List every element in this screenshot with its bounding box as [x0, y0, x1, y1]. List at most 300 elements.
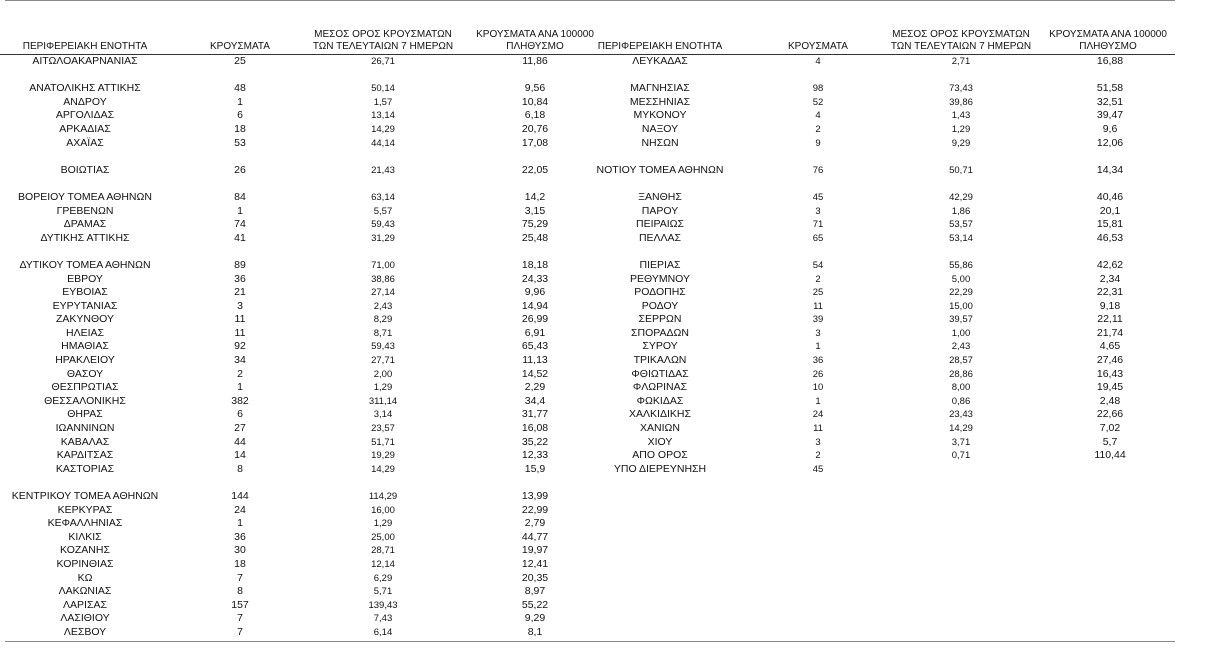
table-row-spacer — [0, 69, 590, 83]
table-row — [0, 191, 590, 205]
cell-7day-avg: 19,29 — [371, 450, 395, 462]
cell-cases: 18 — [234, 557, 246, 570]
cell-per-100k: 12,06 — [1096, 136, 1124, 149]
cell-7day-avg: 139,43 — [368, 599, 398, 611]
cell-cases: 7 — [237, 612, 243, 625]
cell-cases: 71 — [812, 219, 824, 231]
cell-per-100k: 9,6 — [1102, 122, 1118, 135]
cell-region: ΚΑΒΑΛΑΣ — [60, 435, 110, 448]
cell-per-100k: 26,99 — [521, 313, 549, 326]
cell-7day-avg: 2,00 — [373, 368, 393, 380]
cell-region: ΗΜΑΘΙΑΣ — [61, 340, 109, 353]
cell-per-100k: 20,35 — [521, 571, 549, 584]
cell-cases: 92 — [234, 340, 246, 353]
cell-region: ΚΕΝΤΡΙΚΟΥ ΤΟΜΕΑ ΑΘΗΝΩΝ — [11, 490, 159, 502]
cell-per-100k: 9,18 — [1099, 299, 1121, 312]
table-row — [0, 368, 590, 382]
cell-7day-avg: 39,86 — [949, 96, 973, 108]
cell-per-100k: 2,29 — [524, 381, 546, 394]
cell-region: ΥΠΟ ΔΙΕΡΕΥΝΗΣΗ — [613, 462, 707, 475]
table-row — [590, 327, 1175, 341]
cell-7day-avg: 28,71 — [371, 545, 395, 557]
table-row-spacer — [590, 177, 1175, 191]
cell-region: ΑΡΚΑΔΙΑΣ — [59, 122, 111, 135]
cell-7day-avg: 1,86 — [951, 205, 971, 217]
cell-7day-avg: 9,29 — [951, 137, 971, 149]
table-row — [590, 395, 1175, 409]
cell-per-100k: 22,05 — [521, 163, 549, 176]
cell-cases: 76 — [812, 164, 824, 176]
cell-per-100k: 3,15 — [524, 204, 546, 217]
table-row-spacer — [0, 177, 590, 191]
cell-region: ΑΠΟ ΟΡΟΣ — [632, 449, 688, 462]
cell-region: ΣΠΟΡΑΔΩΝ — [631, 326, 689, 339]
table-row-spacer — [590, 245, 1175, 259]
cell-7day-avg: 28,86 — [949, 368, 973, 380]
cell-7day-avg: 3,71 — [951, 436, 971, 448]
cell-region: ΦΛΩΡΙΝΑΣ — [632, 381, 688, 394]
cell-cases: 27 — [234, 422, 246, 435]
cell-cases: 1 — [237, 204, 243, 217]
cell-per-100k: 24,33 — [521, 272, 549, 285]
table-row — [0, 463, 590, 477]
cell-per-100k: 44,77 — [521, 530, 549, 543]
cell-per-100k: 22,99 — [521, 503, 549, 516]
cell-region: ΚΕΦΑΛΛΗΝΙΑΣ — [47, 517, 123, 530]
table-row — [590, 354, 1175, 368]
cell-per-100k: 14,2 — [524, 190, 546, 203]
table-row — [590, 286, 1175, 300]
table-row — [0, 259, 590, 273]
cell-7day-avg: 39,57 — [949, 314, 973, 326]
cell-7day-avg: 31,29 — [371, 232, 395, 244]
cell-per-100k: 19,97 — [521, 544, 549, 557]
cell-per-100k: 9,96 — [524, 286, 546, 299]
cell-cases: 3 — [815, 327, 821, 339]
cell-region: ΚΑΡΔΙΤΣΑΣ — [56, 449, 114, 462]
cell-cases: 1 — [237, 517, 243, 530]
cell-cases: 1 — [815, 341, 821, 353]
header-7day-avg: ΜΕΣΟΣ ΟΡΟΣ ΚΡΟΥΣΜΑΤΩΝ ΤΩΝ ΤΕΛΕΥΤΑΙΩΝ 7 ΗΜΕΡΩΝ — [890, 29, 1032, 52]
table-row — [0, 340, 590, 354]
table-row-spacer — [0, 150, 590, 164]
table-row — [0, 273, 590, 287]
cell-cases: 25 — [812, 287, 824, 299]
cell-cases: 53 — [234, 136, 246, 149]
cell-cases: 4 — [815, 56, 821, 67]
cell-per-100k: 9,56 — [524, 82, 546, 95]
table-row — [0, 82, 590, 96]
table-row — [0, 449, 590, 463]
table-row — [0, 205, 590, 219]
cell-region: ΚΑΣΤΟΡΙΑΣ — [55, 462, 115, 475]
cell-region: ΘΗΡΑΣ — [67, 408, 103, 421]
cell-7day-avg: 53,14 — [949, 232, 973, 244]
cell-region: ΜΥΚΟΝΟΥ — [633, 109, 687, 122]
table-row — [590, 408, 1175, 422]
cell-cases: 41 — [234, 231, 246, 244]
cell-7day-avg: 6,29 — [373, 572, 393, 584]
cell-per-100k: 15,81 — [1096, 218, 1124, 231]
table-header-right — [590, 27, 1175, 55]
cell-7day-avg: 0,86 — [951, 395, 971, 407]
cell-7day-avg: 26,71 — [371, 56, 395, 67]
table-body-left — [0, 55, 590, 640]
cell-7day-avg: 16,00 — [371, 504, 395, 516]
cell-7day-avg: 8,29 — [373, 314, 393, 326]
cell-per-100k: 22,31 — [1096, 286, 1124, 299]
cell-cases: 2 — [815, 273, 821, 285]
cell-region: ΑΡΓΟΛΙΔΑΣ — [55, 109, 115, 122]
header-region: ΠΕΡΙΦΕΡΕΙΑΚΗ ΕΝΟΤΗΤΑ — [22, 41, 148, 52]
cell-cases: 21 — [234, 286, 246, 299]
cell-region: ΚΟΖΑΝΗΣ — [60, 544, 110, 557]
header-per-100k: ΚΡΟΥΣΜΑΤΑ ΑΝΑ 100000 ΠΛΗΘΥΣΜΟ — [1049, 29, 1167, 52]
cell-region: ΡΟΔΟΥ — [641, 299, 679, 312]
cell-7day-avg: 44,14 — [371, 137, 395, 149]
cell-region: ΧΑΝΙΩΝ — [640, 422, 680, 435]
cell-region: ΛΕΥΚΑΔΑΣ — [632, 55, 688, 67]
cell-region: ΒΟΡΕΙΟΥ ΤΟΜΕΑ ΑΘΗΝΩΝ — [18, 190, 152, 203]
cell-per-100k: 39,47 — [1096, 109, 1124, 122]
cell-per-100k: 14,52 — [521, 367, 549, 380]
cell-cases: 34 — [234, 354, 246, 367]
cell-7day-avg: 1,29 — [373, 518, 393, 530]
cell-7day-avg: 59,43 — [371, 341, 395, 353]
table-left-block — [0, 27, 594, 640]
cell-region: ΡΕΘΥΜΝΟΥ — [629, 272, 690, 285]
cell-region: ΗΡΑΚΛΕΙΟΥ — [55, 354, 115, 367]
cell-per-100k: 65,43 — [521, 340, 549, 353]
table-row — [0, 137, 590, 151]
cell-region: ΕΒΡΟΥ — [67, 272, 103, 285]
cell-per-100k: 14,34 — [1096, 163, 1124, 176]
table-row — [0, 599, 590, 613]
cell-region: ΠΕΛΛΑΣ — [638, 231, 682, 244]
cell-region: ΒΟΙΩΤΙΑΣ — [60, 163, 110, 176]
cell-cases: 9 — [815, 137, 821, 149]
cell-per-100k: 35,22 — [521, 435, 549, 448]
table-row — [590, 340, 1175, 354]
table-row — [590, 368, 1175, 382]
cell-7day-avg: 311,14 — [368, 395, 398, 407]
table-row — [0, 544, 590, 558]
cell-region: ΠΑΡΟΥ — [641, 204, 679, 217]
cell-region: ΡΟΔΟΠΗΣ — [634, 286, 686, 299]
table-row — [590, 273, 1175, 287]
table-row — [590, 313, 1175, 327]
cell-region: ΝΑΞΟΥ — [641, 122, 679, 135]
cell-7day-avg: 5,57 — [373, 205, 393, 217]
cell-per-100k: 7,02 — [1099, 422, 1121, 435]
header-cases: ΚΡΟΥΣΜΑΤΑ — [210, 41, 270, 52]
cell-cases: 3 — [237, 299, 243, 312]
cell-per-100k: 8,1 — [527, 625, 543, 638]
table-row — [0, 300, 590, 314]
cell-region: ΛΑΚΩΝΙΑΣ — [58, 585, 112, 598]
cell-cases: 48 — [234, 82, 246, 95]
table-row — [0, 531, 590, 545]
cell-per-100k: 14,94 — [521, 299, 549, 312]
table-row — [0, 327, 590, 341]
cell-per-100k: 42,62 — [1096, 258, 1124, 271]
cell-cases: 2 — [815, 123, 821, 135]
cell-cases: 8 — [237, 462, 243, 475]
cell-cases: 1 — [815, 395, 821, 407]
cell-per-100k: 32,51 — [1096, 95, 1124, 108]
cell-per-100k: 51,58 — [1096, 82, 1124, 95]
cell-per-100k: 4,65 — [1099, 340, 1121, 353]
cell-per-100k: 16,88 — [1096, 55, 1124, 67]
cell-region: ΚΩ — [77, 571, 93, 584]
cell-7day-avg: 8,71 — [373, 327, 393, 339]
cell-7day-avg: 5,00 — [951, 273, 971, 285]
cell-per-100k: 55,22 — [521, 598, 549, 611]
header-region: ΠΕΡΙΦΕΡΕΙΑΚΗ ΕΝΟΤΗΤΑ — [597, 41, 723, 52]
cell-region: ΕΥΒΟΙΑΣ — [62, 286, 108, 299]
table-row — [0, 218, 590, 232]
cell-cases: 44 — [234, 435, 246, 448]
table-row — [0, 354, 590, 368]
cell-per-100k: 11,86 — [522, 55, 548, 67]
cell-region: ΔΡΑΜΑΣ — [63, 218, 107, 231]
cell-7day-avg: 21,43 — [371, 164, 395, 176]
cell-per-100k: 10,84 — [521, 95, 549, 108]
table-row — [0, 123, 590, 137]
cell-7day-avg: 1,00 — [951, 327, 971, 339]
cell-7day-avg: 28,57 — [949, 355, 973, 367]
cell-per-100k: 22,11 — [1097, 313, 1123, 326]
cell-7day-avg: 14,29 — [371, 463, 395, 475]
table-row — [0, 517, 590, 531]
table-row — [0, 109, 590, 123]
cell-region: ΜΕΣΣΗΝΙΑΣ — [629, 95, 691, 108]
table-row — [590, 164, 1175, 178]
cell-7day-avg: 2,43 — [951, 341, 971, 353]
table-row — [590, 109, 1175, 123]
table-row — [0, 395, 590, 409]
cell-per-100k: 17,08 — [521, 136, 549, 149]
table-row — [0, 313, 590, 327]
cell-cases: 144 — [231, 490, 249, 502]
cell-cases: 2 — [815, 450, 821, 462]
cell-cases: 8 — [237, 585, 243, 598]
cell-region: ΧΑΛΚΙΔΙΚΗΣ — [629, 408, 691, 421]
cell-region: ΗΛΕΙΑΣ — [65, 326, 104, 339]
table-row — [590, 205, 1175, 219]
cell-cases: 11 — [813, 423, 823, 435]
table-row — [0, 585, 590, 599]
cell-cases: 36 — [234, 530, 246, 543]
cell-cases: 39 — [812, 314, 824, 326]
cell-region: ΦΘΙΩΤΙΔΑΣ — [631, 367, 689, 380]
cell-region: ΙΩΑΝΝΙΝΩΝ — [55, 422, 115, 435]
cell-cases: 7 — [237, 625, 243, 638]
cell-cases: 74 — [234, 218, 246, 231]
table-row — [0, 96, 590, 110]
cell-cases: 10 — [812, 382, 824, 394]
table-row — [590, 82, 1175, 96]
cell-7day-avg: 50,14 — [371, 83, 395, 95]
cell-region: ΑΝΔΡΟΥ — [63, 95, 107, 108]
cell-7day-avg: 63,14 — [371, 191, 395, 203]
table-row — [590, 96, 1175, 110]
cell-cases: 3 — [815, 436, 821, 448]
cell-7day-avg: 50,71 — [949, 164, 973, 176]
table-row — [590, 436, 1175, 450]
table-right-block — [590, 27, 1175, 476]
table-row — [590, 137, 1175, 151]
cell-7day-avg: 38,86 — [371, 273, 395, 285]
table-row — [590, 422, 1175, 436]
cell-7day-avg: 22,29 — [949, 287, 973, 299]
table-row — [0, 490, 590, 504]
cell-region: ΣΕΡΡΩΝ — [638, 313, 682, 326]
cell-per-100k: 19,45 — [1096, 381, 1124, 394]
cell-per-100k: 2,48 — [1099, 394, 1121, 407]
cell-7day-avg: 1,57 — [373, 96, 393, 108]
cell-region: ΑΝΑΤΟΛΙΚΗΣ ΑΤΤΙΚΗΣ — [29, 82, 141, 95]
cell-cases: 36 — [234, 272, 246, 285]
cell-per-100k: 11,13 — [522, 354, 548, 367]
table-row — [590, 300, 1175, 314]
cell-region: ΑΙΤΩΛΟΑΚΑΡΝΑΝΙΑΣ — [32, 55, 138, 67]
cell-per-100k: 46,53 — [1096, 231, 1124, 244]
cell-per-100k: 22,66 — [1096, 408, 1124, 421]
cell-region: ΚΟΡΙΝΘΙΑΣ — [56, 557, 114, 570]
cell-cases: 24 — [812, 409, 824, 421]
cell-cases: 382 — [231, 394, 249, 407]
table-header-left — [0, 27, 594, 55]
cell-cases: 52 — [812, 96, 824, 108]
cell-7day-avg: 13,14 — [371, 110, 395, 122]
table-row — [0, 436, 590, 450]
cell-7day-avg: 55,86 — [949, 259, 973, 271]
cell-7day-avg: 23,57 — [371, 423, 395, 435]
cell-cases: 24 — [234, 503, 246, 516]
cell-region: ΣΥΡΟΥ — [642, 340, 678, 353]
table-row — [0, 504, 590, 518]
cell-7day-avg: 42,29 — [949, 191, 973, 203]
cell-cases: 7 — [237, 571, 243, 584]
table-row — [590, 381, 1175, 395]
cell-cases: 14 — [234, 449, 246, 462]
table-row — [0, 286, 590, 300]
cell-7day-avg: 7,43 — [373, 613, 393, 625]
table-row — [0, 232, 590, 246]
header-cases: ΚΡΟΥΣΜΑΤΑ — [788, 41, 848, 52]
table-row — [590, 449, 1175, 463]
cell-per-100k: 27,46 — [1096, 354, 1124, 367]
table-body-right — [590, 55, 1175, 476]
cell-cases: 4 — [815, 110, 821, 122]
table-row — [0, 572, 590, 586]
cell-region: ΦΩΚΙΔΑΣ — [636, 394, 684, 407]
cell-per-100k: 16,08 — [521, 422, 549, 435]
cell-region: ΑΧΑΪΑΣ — [66, 136, 104, 149]
cell-region: ΝΗΣΩΝ — [641, 136, 679, 149]
cell-cases: 1 — [237, 381, 243, 394]
cell-region: ΕΥΡΥΤΑΝΙΑΣ — [52, 299, 118, 312]
top-border — [5, 0, 1175, 1]
table-row — [0, 422, 590, 436]
cell-7day-avg: 1,43 — [951, 110, 971, 122]
table-row — [590, 259, 1175, 273]
table-row — [590, 232, 1175, 246]
cell-per-100k: 2,79 — [524, 517, 546, 530]
cell-per-100k: 20,1 — [1099, 204, 1121, 217]
cell-cases: 1 — [237, 95, 243, 108]
cell-cases: 65 — [812, 232, 824, 244]
cell-7day-avg: 2,43 — [373, 300, 393, 312]
cell-region: ΧΙΟΥ — [647, 435, 673, 448]
cell-7day-avg: 73,43 — [949, 83, 973, 95]
cell-region: ΘΕΣΣΑΛΟΝΙΚΗΣ — [44, 394, 126, 407]
cell-cases: 45 — [812, 463, 824, 475]
cell-region: ΠΙΕΡΙΑΣ — [639, 258, 681, 271]
cell-per-100k: 16,43 — [1096, 367, 1124, 380]
cell-per-100k: 75,29 — [521, 218, 549, 231]
table-row — [590, 218, 1175, 232]
cell-7day-avg: 2,71 — [951, 56, 971, 67]
cell-cases: 11 — [234, 326, 246, 339]
table-row-spacer — [590, 69, 1175, 83]
cell-7day-avg: 27,71 — [371, 355, 395, 367]
cell-7day-avg: 15,00 — [949, 300, 973, 312]
cell-cases: 30 — [234, 544, 246, 557]
cell-per-100k: 8,97 — [524, 585, 546, 598]
cell-cases: 36 — [812, 355, 824, 367]
header-7day-avg: ΜΕΣΟΣ ΟΡΟΣ ΚΡΟΥΣΜΑΤΩΝ ΤΩΝ ΤΕΛΕΥΤΑΙΩΝ 7 ΗΜΕΡΩΝ — [312, 29, 454, 52]
cell-7day-avg: 6,14 — [373, 626, 393, 638]
cell-7day-avg: 71,00 — [371, 259, 395, 271]
cell-7day-avg: 27,14 — [371, 287, 395, 299]
cell-cases: 11 — [234, 313, 246, 326]
cell-region: ΔΥΤΙΚΗΣ ΑΤΤΙΚΗΣ — [40, 231, 130, 244]
cell-cases: 2 — [237, 367, 243, 380]
cell-cases: 3 — [815, 205, 821, 217]
table-row — [0, 408, 590, 422]
cell-region: ΛΕΣΒΟΥ — [63, 625, 107, 638]
cell-region: ΓΡΕΒΕΝΩΝ — [56, 204, 114, 217]
cell-region: ΤΡΙΚΑΛΩΝ — [633, 354, 687, 367]
cell-region: ΘΕΣΠΡΩΤΙΑΣ — [51, 381, 119, 394]
table-row — [0, 626, 590, 640]
table-row — [590, 55, 1175, 69]
cell-per-100k: 20,76 — [521, 122, 549, 135]
cell-per-100k: 9,29 — [524, 612, 546, 625]
cell-cases: 84 — [234, 190, 246, 203]
cell-per-100k: 13,99 — [521, 490, 549, 502]
table-row — [0, 558, 590, 572]
cell-per-100k: 5,7 — [1102, 435, 1118, 448]
cell-7day-avg: 53,57 — [949, 219, 973, 231]
cell-cases: 6 — [237, 109, 243, 122]
cell-7day-avg: 14,29 — [371, 123, 395, 135]
cell-cases: 54 — [812, 259, 824, 271]
table-row-spacer — [0, 245, 590, 259]
cell-per-100k: 15,9 — [524, 462, 546, 475]
cell-region: ΘΑΣΟΥ — [66, 367, 104, 380]
cell-per-100k: 12,41 — [521, 557, 549, 570]
cell-cases: 89 — [234, 258, 246, 271]
table-row — [0, 381, 590, 395]
cell-per-100k: 25,48 — [521, 231, 549, 244]
table-row-spacer — [590, 150, 1175, 164]
table-row — [0, 164, 590, 178]
cell-per-100k: 31,77 — [521, 408, 549, 421]
cell-per-100k: 110,44 — [1094, 449, 1126, 462]
